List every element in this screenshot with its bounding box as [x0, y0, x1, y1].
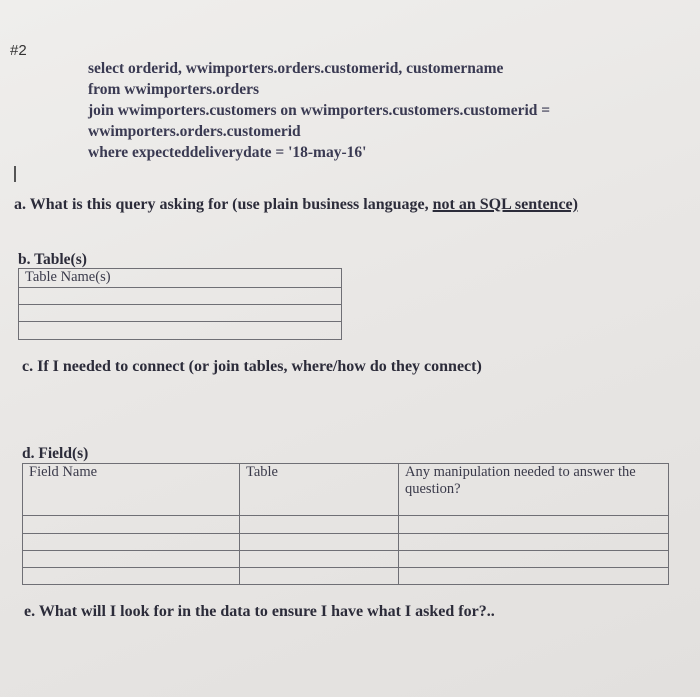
- table-row: [23, 551, 669, 568]
- table-cell[interactable]: [240, 568, 399, 585]
- table-cell[interactable]: [399, 534, 669, 551]
- question-d-label: d. Field(s): [22, 445, 89, 462]
- table-cell[interactable]: [399, 568, 669, 585]
- table-names-header: Table Name(s): [19, 269, 342, 288]
- sql-line-select: select orderid, wwimporters.orders.customerid, customername: [88, 60, 504, 77]
- table-cell[interactable]: [23, 551, 240, 568]
- tables-table: [18, 268, 342, 340]
- table-cell[interactable]: [23, 516, 240, 534]
- question-a: [14, 196, 578, 214]
- question-c: c. If I needed to connect (or join tables, where/how do they connect): [22, 358, 482, 375]
- field-name-header: Field Name: [23, 464, 240, 516]
- table-row: [19, 288, 342, 305]
- table-row: [19, 269, 342, 288]
- question-e: e. What will I look for in the data to ensure I have what I asked for?..: [24, 603, 495, 620]
- table-cell[interactable]: [19, 322, 342, 340]
- table-cell[interactable]: [240, 551, 399, 568]
- table-cell[interactable]: [19, 305, 342, 322]
- table-cell[interactable]: [23, 534, 240, 551]
- table-row: [23, 516, 669, 534]
- table-cell[interactable]: [399, 551, 669, 568]
- table-cell[interactable]: [240, 534, 399, 551]
- manipulation-header: Any manipulation needed to answer the question?: [399, 464, 669, 516]
- question-b-label: b. Table(s): [18, 251, 87, 268]
- text-cursor-mark: [14, 166, 16, 182]
- table-row: [19, 305, 342, 322]
- question-number: #2: [10, 42, 27, 59]
- question-a-underlined: not an SQL sentence): [432, 196, 578, 213]
- table-header: Table: [240, 464, 399, 516]
- sql-line-from: from wwimporters.orders: [88, 81, 260, 98]
- table-cell[interactable]: [399, 516, 669, 534]
- table-row: [23, 568, 669, 585]
- table-cell[interactable]: [240, 516, 399, 534]
- question-a-text: a. What is this query asking for (use plain business language,: [14, 196, 433, 213]
- sql-line-join: join wwimporters.customers on wwimporters.customers.customerid =: [88, 102, 551, 119]
- table-cell[interactable]: [23, 568, 240, 585]
- sql-line-where: where expecteddeliverydate = '18-may-16': [88, 144, 367, 161]
- table-row: [19, 322, 342, 340]
- table-cell[interactable]: [19, 288, 342, 305]
- table-row: [23, 464, 669, 516]
- sql-line-join-cont: wwimporters.orders.customerid: [88, 123, 301, 140]
- table-row: [23, 534, 669, 551]
- fields-table: [22, 463, 669, 585]
